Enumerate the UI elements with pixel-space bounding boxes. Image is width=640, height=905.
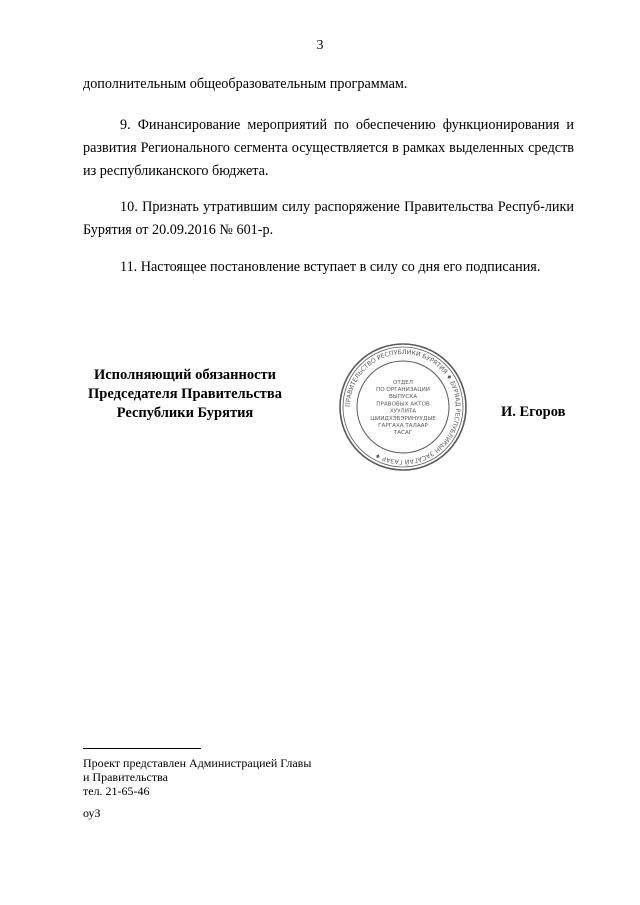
signatory-title: [70, 366, 300, 423]
signatory-title-line-1: Исполняющий обязанности: [93, 367, 277, 383]
signatory-name: И. Егоров: [501, 404, 566, 420]
seal-center-line: ТАСАГ: [393, 430, 413, 437]
footnote-line-1: Проект представлен Администрацией Главы: [83, 756, 312, 770]
seal-ring-text: ПРАВИТЕЛЬСТВО РЕСПУБЛИКИ БУРЯТИЯ ♦ БУРЯАД РЕСПУБЛИКЫН ЗАСАГАЙ ГАЗАР ♦: [344, 348, 462, 466]
footnote-line-3: тел. 21-65-46: [83, 784, 150, 798]
footnote-divider: [83, 748, 201, 749]
seal-center-line: ПО ОРГАНИЗАЦИИ: [376, 387, 430, 393]
paragraph-continuation: дополнительным общеобразовательным программам.: [83, 76, 408, 92]
seal-center-line: ОТДЕЛ: [393, 379, 413, 386]
seal-center-line: ГАРГАХА ТАЛААР: [378, 423, 428, 429]
paragraph-9: 9. Финансирование мероприятий по обеспечению функционирования и развития Регионального сегмента осуществляется в рамках выделенных средств из республиканского бюджета.: [83, 117, 574, 179]
footnote-line-2: и Правительства: [83, 770, 168, 784]
seal-center-line: ХУУЛИТА: [389, 408, 417, 415]
official-seal-stamp: [337, 341, 469, 473]
page-number: 3: [316, 38, 324, 53]
seal-center-line: ВЫПУСКА: [388, 394, 418, 401]
signatory-title-line-2: Председателя Правительства: [88, 386, 282, 402]
seal-center-line: ПРАВОВЫХ АКТОВ: [376, 401, 430, 408]
signatory-title-line-3: Республики Бурятия: [116, 405, 254, 421]
executor-initials: оуЗ: [83, 806, 101, 820]
paragraph-11: 11. Настоящее постановление вступает в силу со дня его подписания.: [120, 259, 541, 275]
seal-center-line: ШИИДХЭБЭРИНУУДЫЕ: [370, 415, 436, 422]
paragraph-10: 10. Признать утратившим силу распоряжение Правительства Респуб-лики Бурятия от 20.09.2016 № 601-р.: [83, 199, 574, 238]
footnote: [83, 756, 311, 798]
